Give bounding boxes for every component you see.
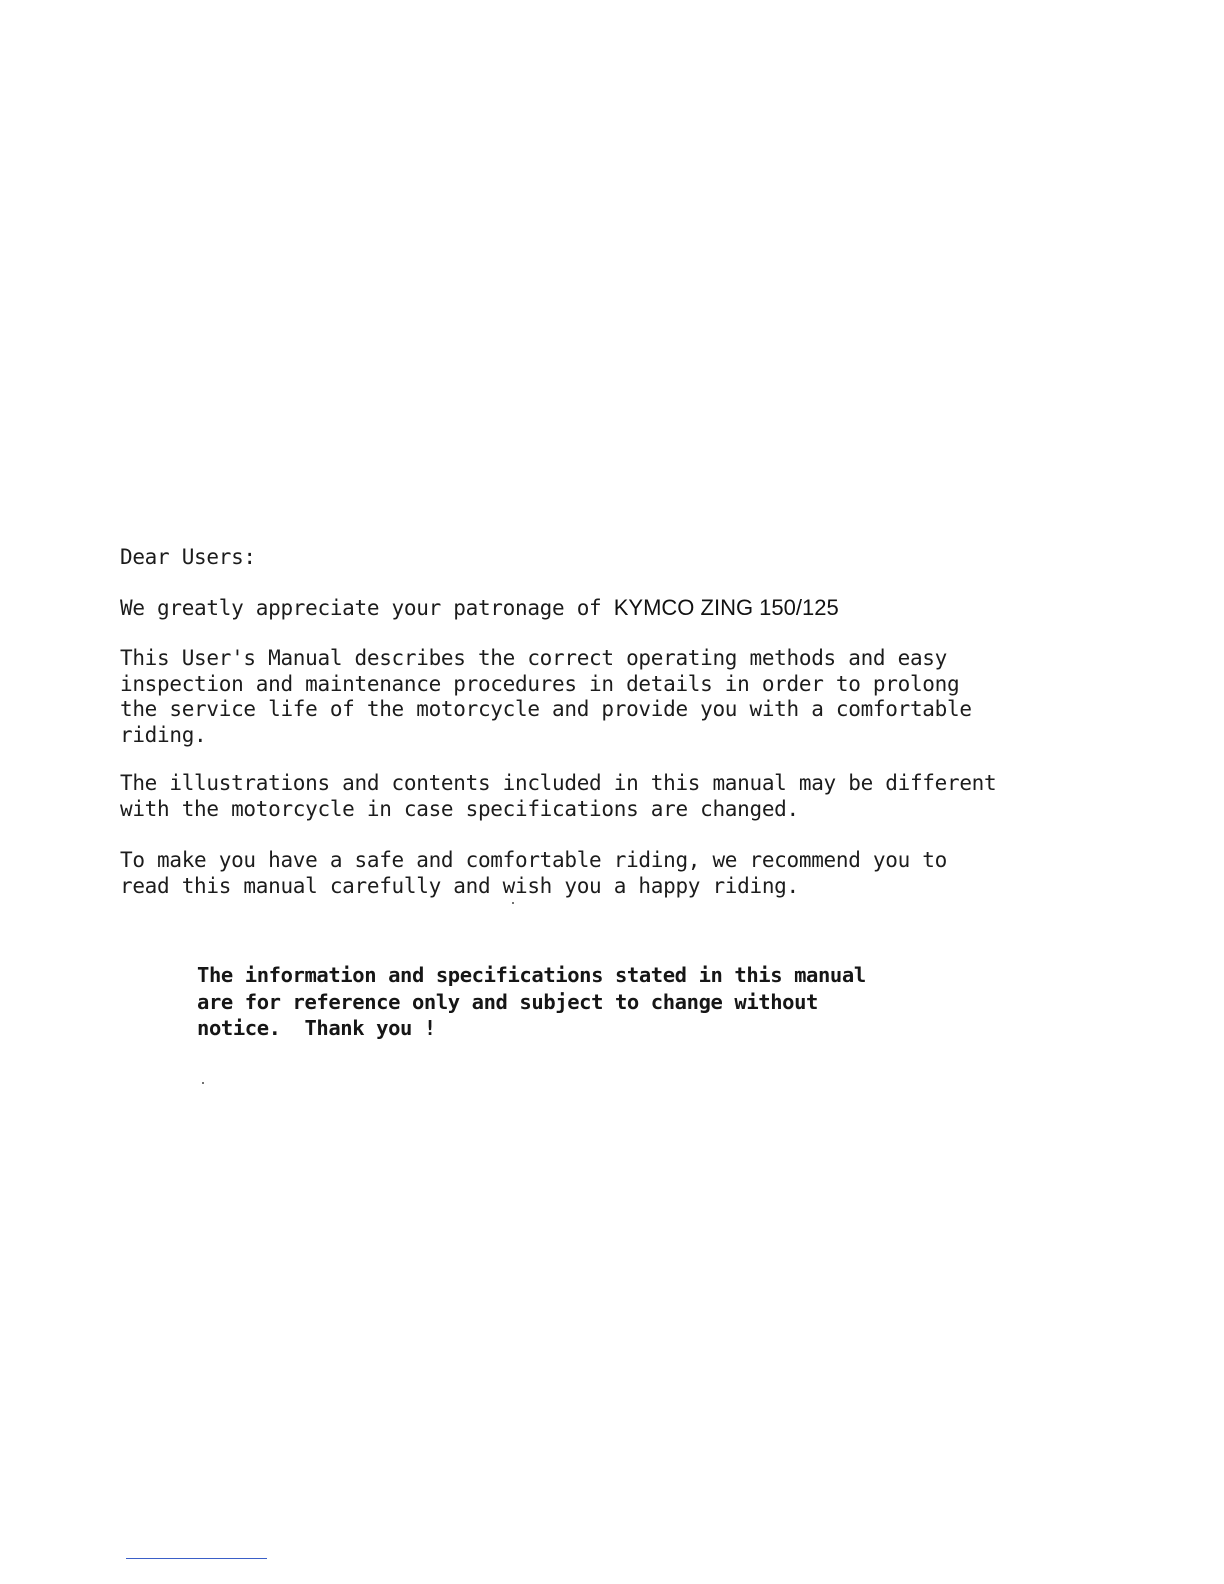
scan-speck bbox=[202, 1082, 204, 1084]
paragraph-manual-description: This User's Manual describes the correct operating methods and easy inspection and maintenance procedures in details in order to prolong the service life of the motorcycle and provide you with a comfortable riding. bbox=[120, 646, 972, 747]
intro-text: We greatly appreciate your patronage of bbox=[120, 596, 614, 620]
intro-line bbox=[120, 595, 839, 622]
notice-text: The information and specifications stated in this manual are for reference only and subject to change without notice. Thank you ! bbox=[197, 963, 866, 1040]
product-name: KYMCO ZING 150/125 bbox=[613, 595, 839, 620]
bottom-rule bbox=[126, 1558, 267, 1559]
greeting: Dear Users: bbox=[120, 545, 256, 569]
paragraph-illustrations-disclaimer: The illustrations and contents included in this manual may be different with the motorcycle in case specifications are changed. bbox=[120, 771, 997, 821]
scan-speck bbox=[512, 902, 514, 904]
paragraph-recommendation: To make you have a safe and comfortable riding, we recommend you to read this manual carefully and wish you a happy riding. bbox=[120, 848, 947, 898]
